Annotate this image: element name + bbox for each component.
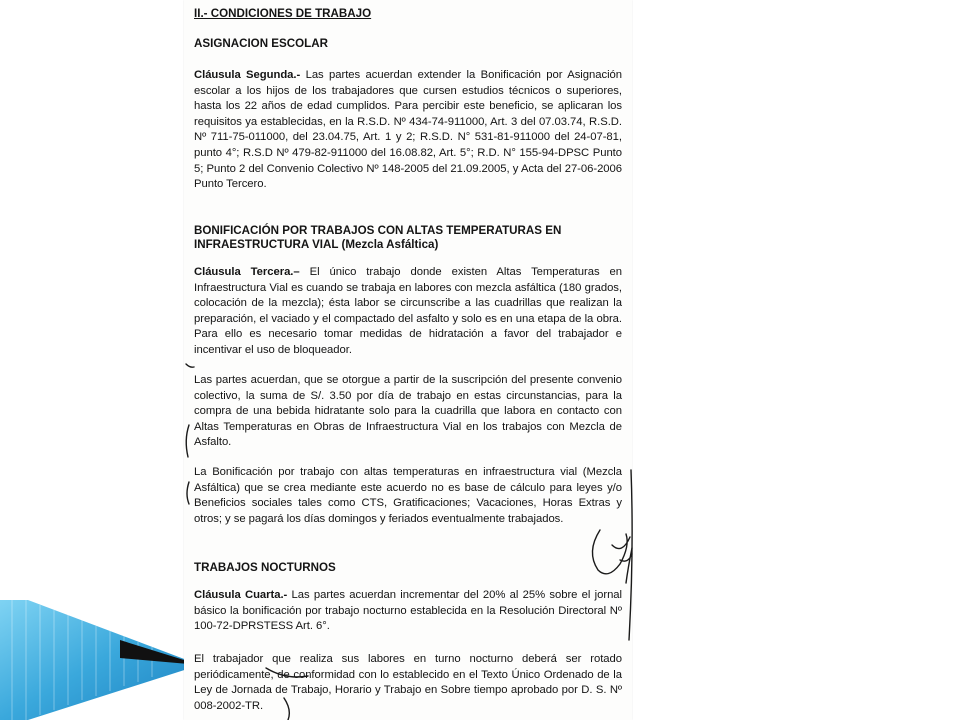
heading-asignacion-escolar: ASIGNACION ESCOLAR [194, 37, 328, 50]
scanned-document [184, 0, 632, 720]
clause-text: Las partes acuerdan incrementar del 20% al 25% sobre el jornal básico la bonificación por trabajo nocturno establecida en la Resolución Directoral Nº 100-72-DPRSTESS Art. 6°. [194, 589, 622, 633]
heading-trabajos-nocturnos: TRABAJOS NOCTURNOS [194, 561, 336, 574]
clause-text: El único trabajo donde existen Altas Temperaturas en Infraestructura Vial es cuando se trabaja en labores con mezcla asfáltica (180 grados, colocación de la mezcla); ésta labor se circunscribe a las cuadrillas que realizan la preparación, el vaciado y el compactado del asfalto y solo es en una etapa de la obra. Para ello es necesario tomar medidas de hidratación a favor del trabajador e incentivar el uso de bloqueador. [194, 266, 623, 356]
clause-label: Cláusula Cuarta.- [194, 589, 288, 601]
section-title: II.- CONDICIONES DE TRABAJO [194, 7, 372, 20]
paragraph-bonificacion-calculo: La Bonificación por trabajo con altas temperaturas en infraestructura vial (Mezcla Asfáltica) que se crea mediante este acuerdo no es base de cálculo para leyes y/o Beneficios sociales tales como CTS, Gratificaciones; Vacaciones, Horas Extras y otros; y se pagará los días domingos y feriados eventualmente trabajados. [194, 466, 622, 525]
clause-label: Cláusula Segunda.- [194, 69, 301, 81]
paragraph-acuerdo: Las partes acuerdan, que se otorgue a partir de la suscripción del presente convenio colectivo, la suma de S/. 3.50 por día de trabajo en estas circunstancias, para la compra de una bebida hidratante solo para la cuadrilla que labora en contacto con Altas Temperaturas en Obras de Infraestructura Vial en los trabajos con Mezcla de Asfalto. [194, 374, 622, 449]
heading-bonificacion [194, 224, 622, 252]
clause-text: Las partes acuerdan extender la Bonificación por Asignación escolar a los hijos de los trabajadores que cursen estudios técnicos o superiores, hasta los 22 años de edad cumplidos. Para percibir este beneficio, se aplicaran los requisitos ya establecidas, en la R.S.D. Nº 434-74-911000, Art. 3 del 07.03.74, R.S.D. Nº 711-75-011000, del 23.04.75, Art. 1 y 2; R.S.D. N° 531-81-911000 del 24-07-81, punto 4°; R.S.D Nº 479-82-911000 del 16.08.82, Art. 5°; R.D. N° 155-94-DPSC Punto 5; Punto 2 del Convenio Colectivo Nº 148-2005 del 21.09.2005, y Acta del 27-06-2006 Punto Tercero. [194, 69, 622, 191]
heading-line: BONIFICACIÓN POR TRABAJOS CON ALTAS TEMPERATURAS EN [194, 224, 562, 237]
clause-label: Cláusula Tercera.– [194, 266, 300, 278]
clause-segunda [194, 68, 622, 193]
clause-tercera [194, 265, 622, 359]
paragraph-rotacion: El trabajador que realiza sus labores en turno nocturno deberá ser rotado periódicamente, de conformidad con lo establecido en el Texto Único Ordenado de la Ley de Jornada de Trabajo, Horario y Trabajo en Sobre tiempo aprobado por D. S. Nº 008-2002-TR. [194, 653, 622, 712]
heading-line: INFRAESTRUCTURA VIAL (Mezcla Asfáltica) [194, 238, 439, 251]
clause-cuarta [194, 588, 622, 635]
